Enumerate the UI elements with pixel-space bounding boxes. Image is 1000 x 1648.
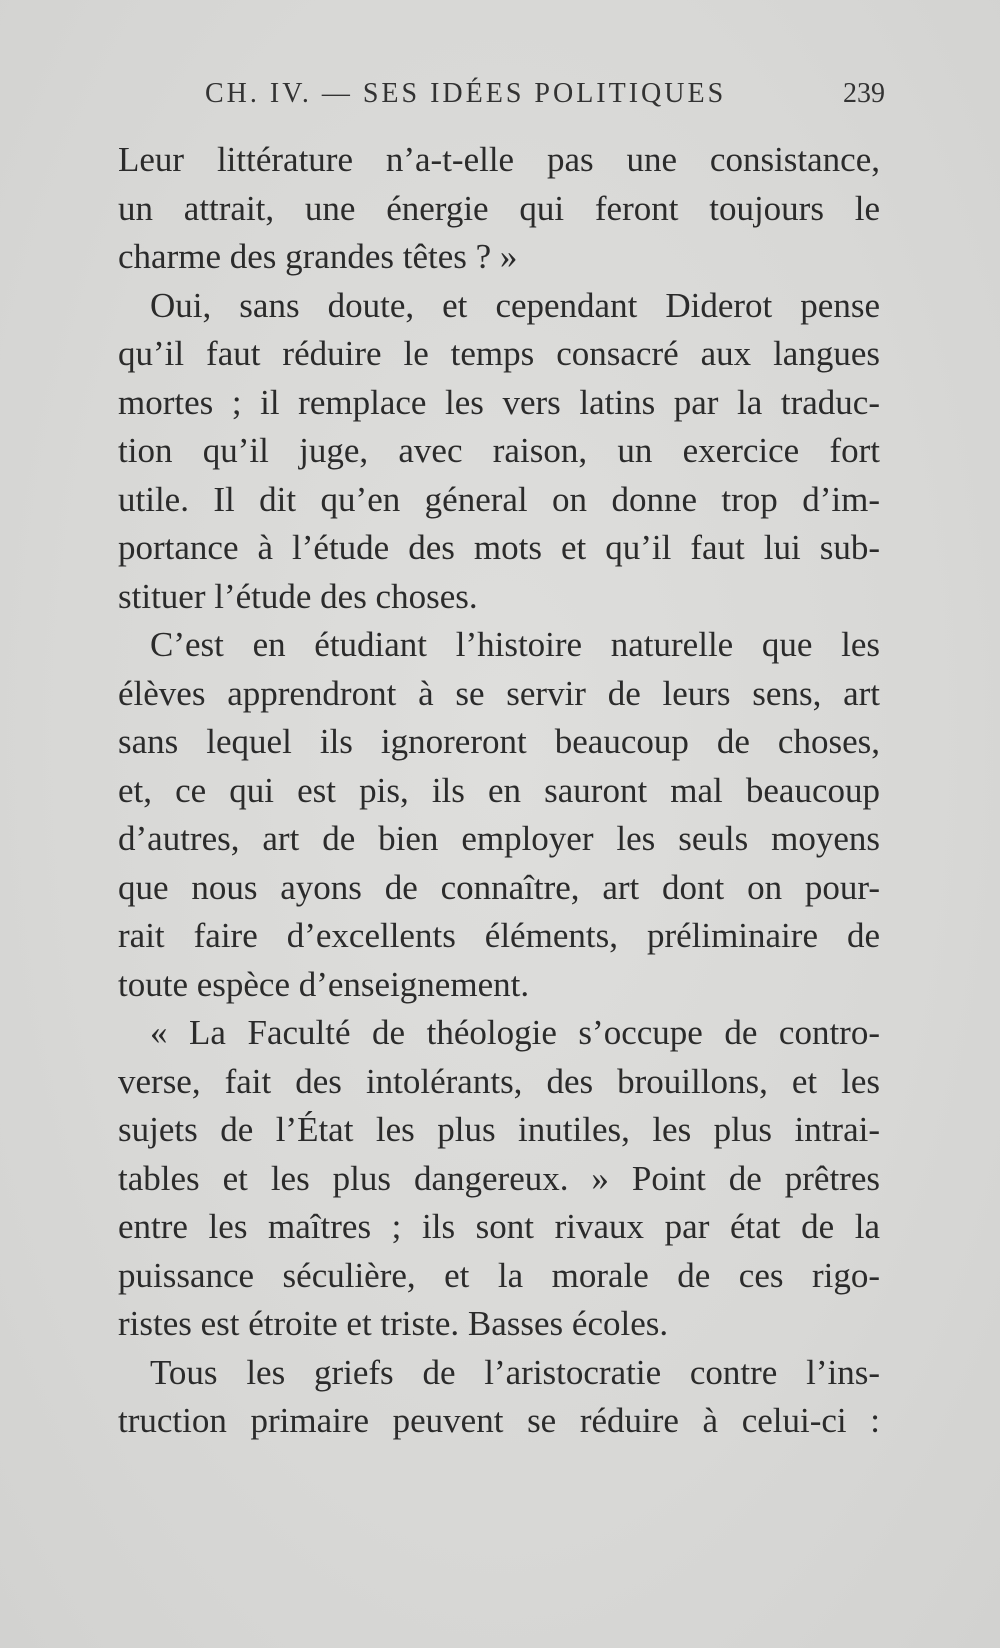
- text-line: C’est en étudiant l’histoire naturelle que les: [150, 625, 880, 664]
- text-line: Oui, sans doute, et cependant Diderot pense: [150, 285, 880, 325]
- text-line: mortes ; il remplace les vers latins par la traduc-: [118, 382, 880, 422]
- text-line: ristes est étroite et triste. Basses écoles.: [118, 1304, 669, 1343]
- text-line: élèves apprendront à se servir de leurs sens, art: [118, 673, 880, 713]
- text-line: truction primaire peuvent se réduire à celui-ci :: [118, 1401, 880, 1440]
- text-line: verse, fait des intolérants, des brouillons, et les: [118, 1061, 880, 1101]
- text-line: sujets de l’État les plus inutiles, les plus intrai-: [118, 1110, 880, 1149]
- page-number: 239: [843, 78, 885, 109]
- text-line: un attrait, une énergie qui feront toujours le: [118, 188, 880, 228]
- text-line: sans lequel ils ignoreront beaucoup de choses,: [118, 722, 880, 761]
- text-line: puissance séculière, et la morale de ces rigo-: [118, 1255, 880, 1295]
- text-line: utile. Il dit qu’en géneral on donne trop d’im-: [118, 479, 880, 519]
- text-line: rait faire d’excellents éléments, préliminaire de: [118, 916, 880, 955]
- text-line: Tous les griefs de l’aristocratie contre l’ins-: [150, 1352, 880, 1392]
- text-line: « La Faculté de théologie s’occupe de contro-: [150, 1013, 880, 1052]
- body-text: [118, 136, 880, 1446]
- text-line: stituer l’étude des choses.: [118, 576, 478, 616]
- text-line: que nous ayons de connaître, art dont on pour-: [118, 867, 880, 907]
- text-line: portance à l’étude des mots et qu’il faut lui sub-: [118, 528, 880, 567]
- text-line: tables et les plus dangereux. » Point de prêtres: [118, 1158, 880, 1198]
- text-line: toute espèce d’enseignement.: [118, 964, 530, 1004]
- running-header: [205, 78, 885, 122]
- running-title: CH. IV. — SES IDÉES POLITIQUES: [205, 78, 727, 109]
- text-line: et, ce qui est pis, ils en sauront mal beaucoup: [118, 770, 880, 810]
- text-line: entre les maîtres ; ils sont rivaux par état de la: [118, 1207, 880, 1246]
- text-line: Leur littérature n’a-t-elle pas une consistance,: [118, 140, 880, 179]
- text-line: qu’il faut réduire le temps consacré aux langues: [118, 334, 880, 373]
- text-line: charme des grandes têtes ? »: [118, 237, 518, 276]
- text-line: tion qu’il juge, avec raison, un exercice fort: [118, 431, 880, 470]
- text-line: d’autres, art de bien employer les seuls moyens: [118, 819, 880, 858]
